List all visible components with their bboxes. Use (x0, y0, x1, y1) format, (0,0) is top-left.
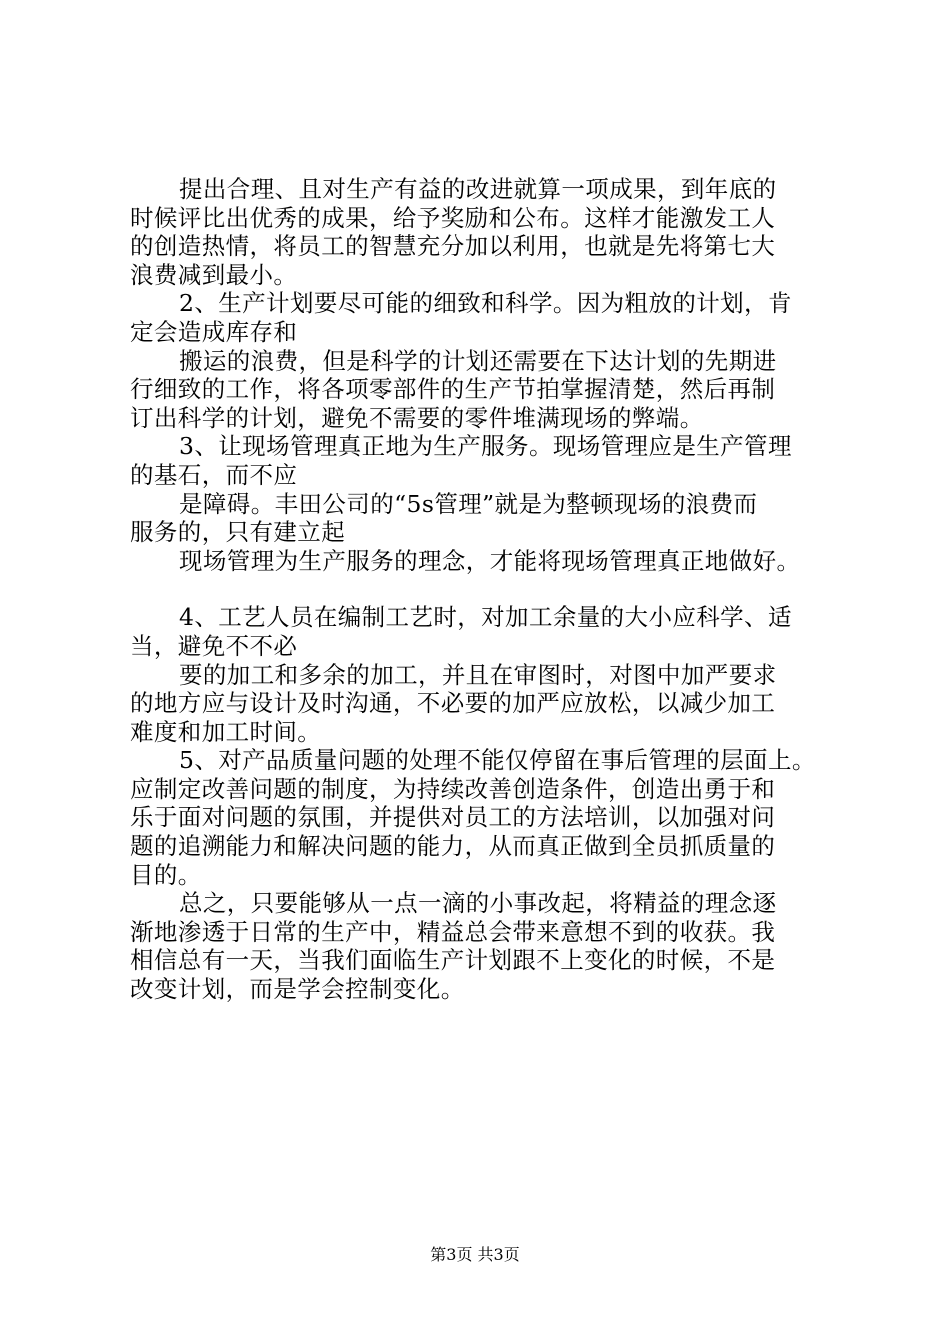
text-line: 题的追溯能力和解决问题的能力，从而真正做到全员抓质量的 (130, 832, 776, 861)
text-line: 4、工艺人员在编制工艺时，对加工余量的大小应科学、适 (179, 603, 792, 632)
paragraph-gap (130, 575, 850, 603)
text-line: 难度和加工时间。 (130, 717, 322, 746)
text-line: 行细致的工作，将各项零部件的生产节拍掌握清楚，然后再制 (130, 375, 776, 404)
text-line: 的基石，而不应 (130, 460, 298, 489)
text-line: 定会造成库存和 (130, 317, 298, 346)
text-line: 目的。 (130, 860, 202, 889)
text-line: 时候评比出优秀的成果，给予奖励和公布。这样才能激发工人 (130, 203, 776, 232)
text-line: 总之，只要能够从一点一滴的小事改起，将精益的理念逐 (179, 889, 777, 918)
text-line: 是障碍。丰田公司的“5s管理”就是为整顿现场的浪费而 (179, 489, 758, 518)
text-line: 改变计划，而是学会控制变化。 (130, 975, 465, 1004)
text-line: 提出合理、且对生产有益的改进就算一项成果，到年底的 (179, 175, 777, 203)
text-line: 服务的，只有建立起 (130, 518, 346, 547)
body-text (130, 175, 850, 1004)
text-line: 订出科学的计划，避免不需要的零件堆满现场的弊端。 (130, 403, 704, 432)
page-footer: 第3页 共3页 (430, 1245, 520, 1264)
text-line: 要的加工和多余的加工，并且在审图时，对图中加严要求 (179, 660, 777, 689)
text-line: 的地方应与设计及时沟通，不必要的加严应放松，以减少加工 (130, 689, 776, 718)
text-line: 2、生产计划要尽可能的细致和科学。因为粗放的计划，肯 (179, 289, 792, 318)
text-line: 搬运的浪费，但是科学的计划还需要在下达计划的先期进 (179, 346, 777, 375)
text-line: 当，避免不不必 (130, 631, 298, 660)
text-line: 应制定改善问题的制度，为持续改善创造条件，创造出勇于和 (130, 774, 776, 803)
text-line: 乐于面对问题的氛围，并提供对员工的方法培训，以加强对问 (130, 803, 776, 832)
text-line: 浪费减到最小。 (130, 260, 298, 289)
text-line: 5、对产品质量问题的处理不能仅停留在事后管理的层面上。 (179, 746, 816, 775)
text-line: 的创造热情，将员工的智慧充分加以利用，也就是先将第七大 (130, 232, 776, 261)
text-line: 渐地渗透于日常的生产中，精益总会带来意想不到的收获。我 (130, 917, 776, 946)
text-line: 相信总有一天，当我们面临生产计划跟不上变化的时候，不是 (130, 946, 776, 975)
text-line: 现场管理为生产服务的理念，才能将现场管理真正地做好。 (179, 546, 801, 575)
text-line: 3、让现场管理真正地为生产服务。现场管理应是生产管理 (179, 432, 792, 461)
